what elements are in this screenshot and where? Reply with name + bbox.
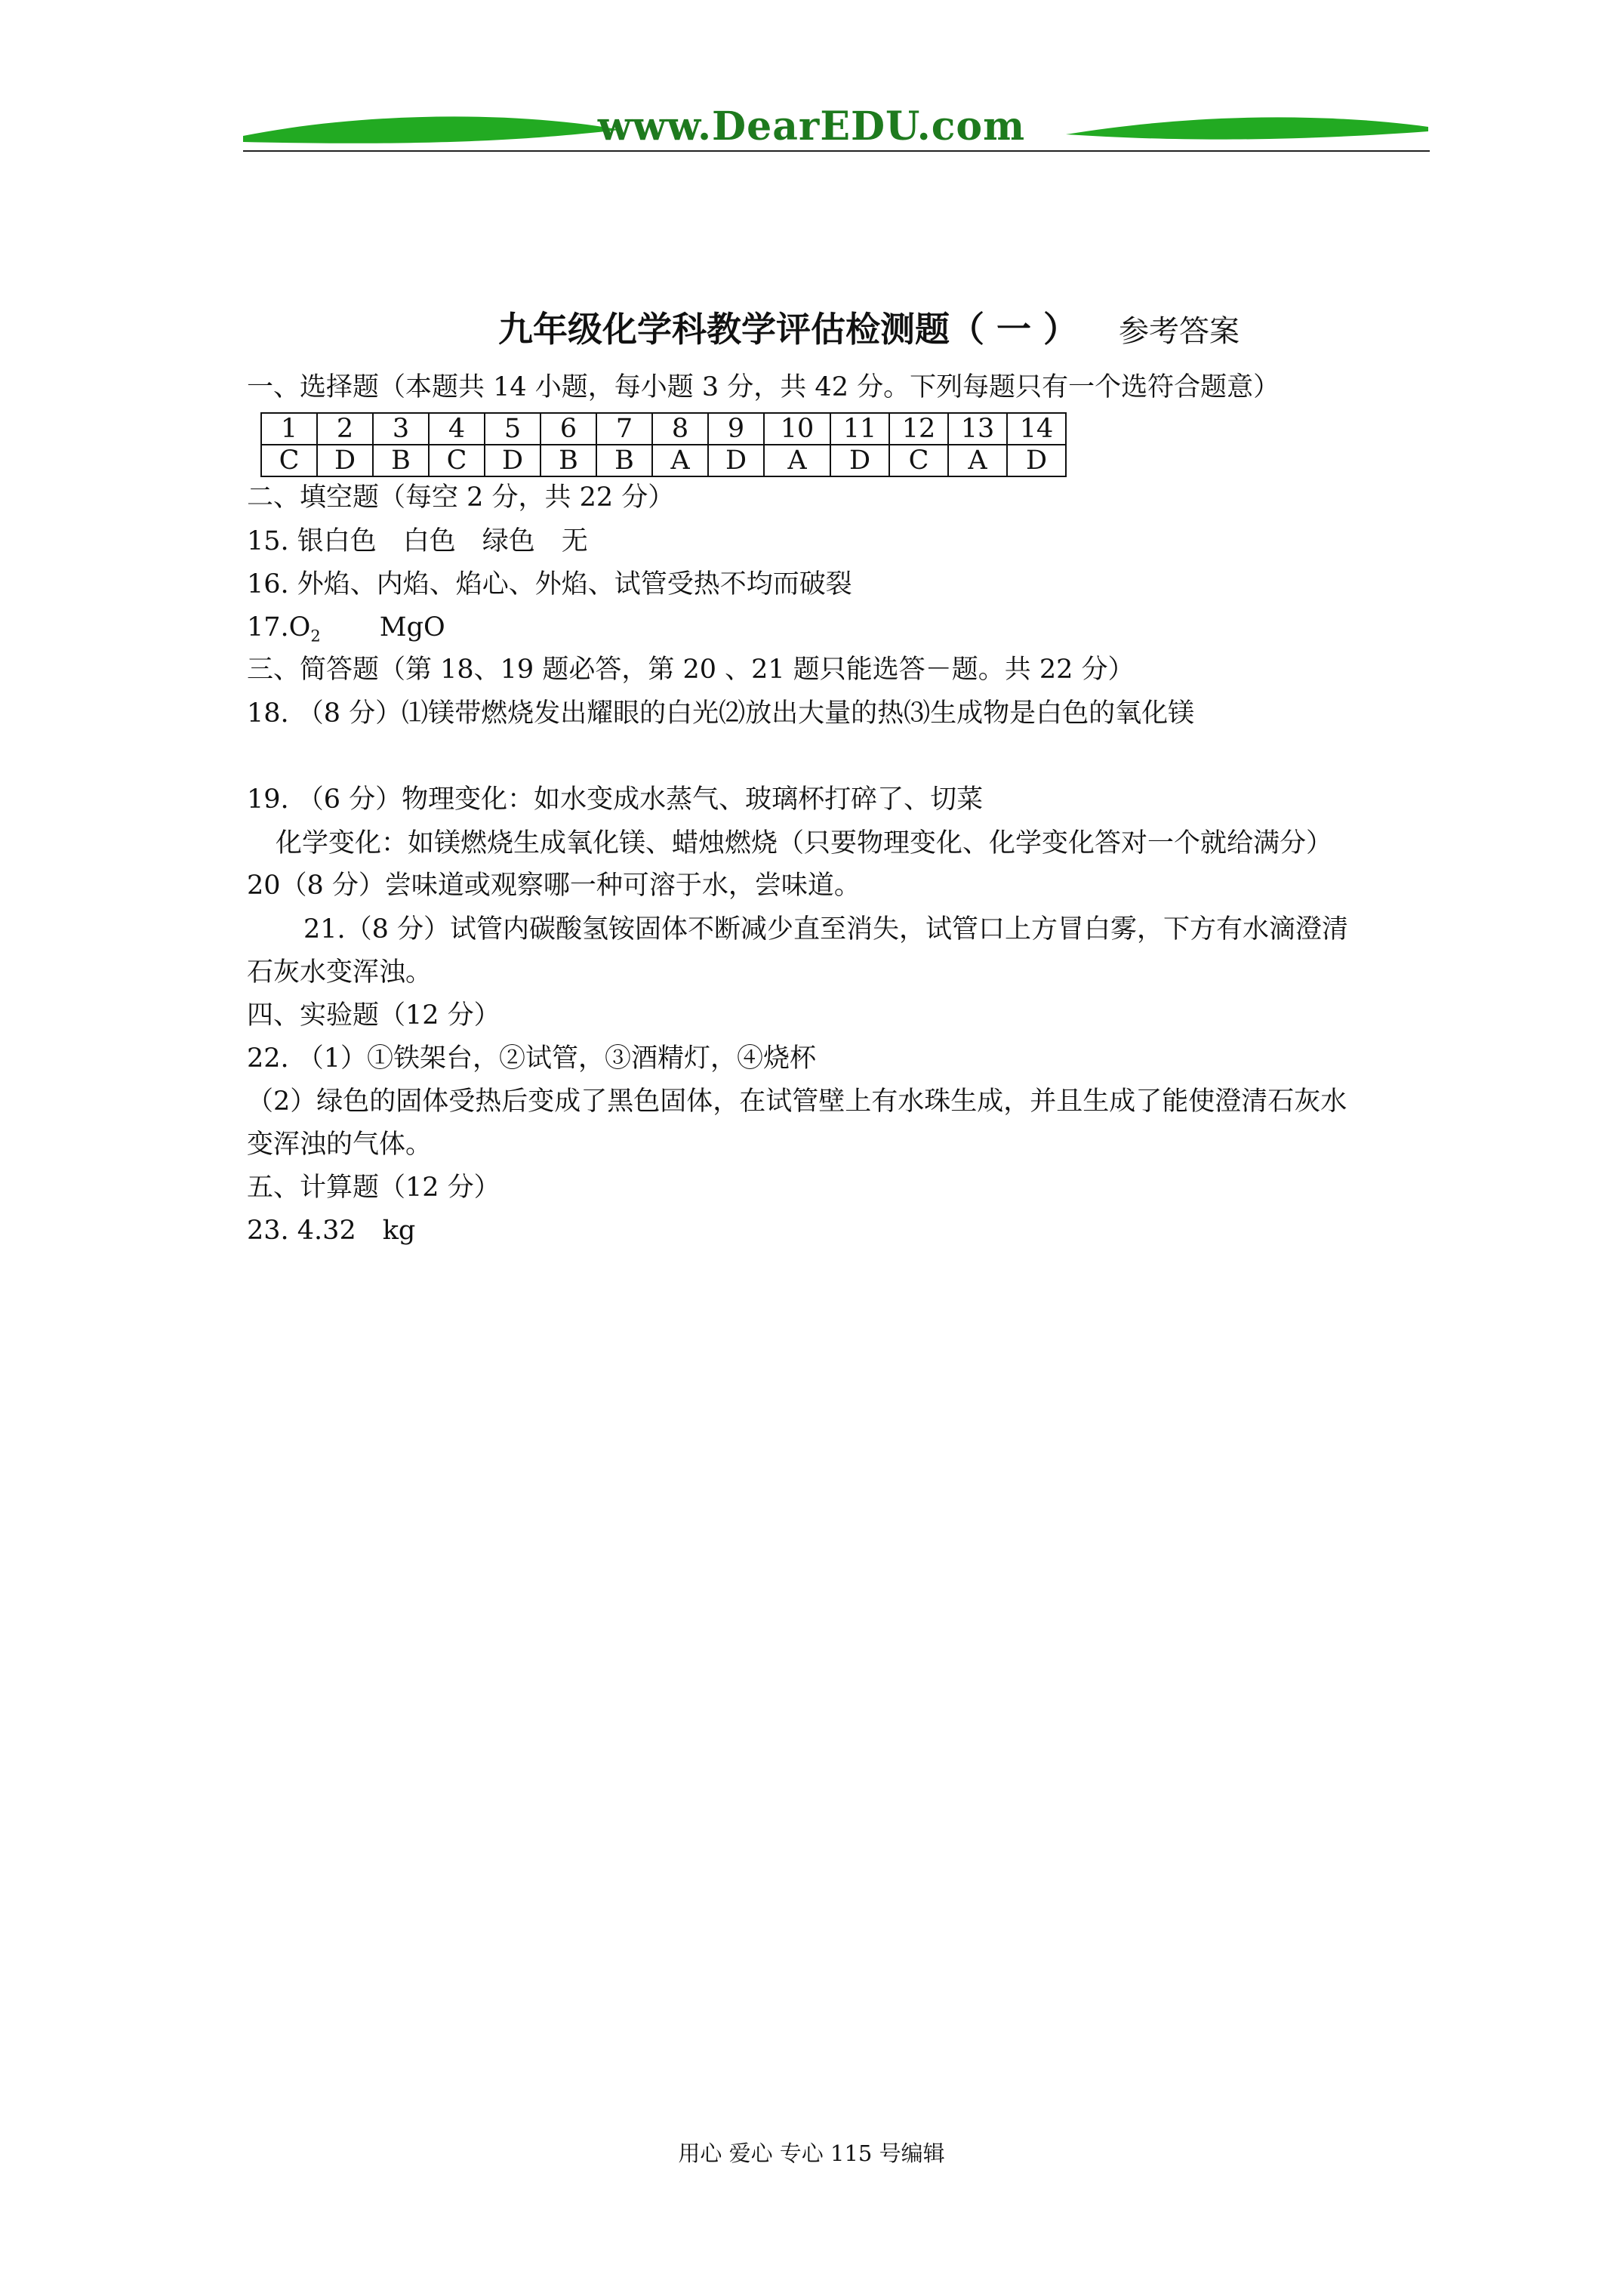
answer-q18: 18. （8 分）⑴镁带燃烧发出耀眼的白光⑵放出大量的热⑶生成物是白色的氧化镁 <box>247 698 1195 729</box>
table-cell-number: 14 <box>1007 413 1066 445</box>
answer-q17-mgo: MgO <box>379 612 445 643</box>
table-cell-answer: D <box>708 445 764 476</box>
answer-q22-part2-line1: （2）绿色的固体受热后变成了黑色固体，在试管壁上有水珠生成，并且生成了能使澄清石灰水 <box>247 1086 1347 1117</box>
site-logo-text: www.DearEDU.com <box>597 103 1026 149</box>
answer-q17-subscript: 2 <box>310 627 321 646</box>
table-cell-answer: D <box>317 445 373 476</box>
page-title <box>498 302 1240 352</box>
answer-table <box>260 412 1067 477</box>
table-cell-answer: A <box>764 445 830 476</box>
table-cell-answer: C <box>429 445 485 476</box>
answer-q23: 23. 4.32 kg <box>247 1216 416 1246</box>
section-heading-choice: 一、选择题（本题共 14 小题，每小题 3 分，共 42 分。下列每题只有一个选符合题意） <box>247 372 1280 402</box>
section-heading-calculation: 五、计算题（12 分） <box>247 1173 500 1203</box>
table-cell-number: 11 <box>830 413 889 445</box>
answer-q17-formula: 17.O <box>247 612 311 643</box>
table-cell-number: 8 <box>652 413 708 445</box>
table-cell-answer: D <box>485 445 540 476</box>
table-cell-number: 6 <box>540 413 596 445</box>
table-cell-number: 10 <box>764 413 830 445</box>
answer-q21-line2: 石灰水变浑浊。 <box>247 957 433 988</box>
table-cell-number: 12 <box>889 413 948 445</box>
title-suffix: 参考答案 <box>1119 314 1240 349</box>
answer-q21-line1: 21.（8 分）试管内碳酸氢铵固体不断减少直至消失，试管口上方冒白雾，下方有水滴澄清 <box>303 914 1349 945</box>
title-main: 九年级化学科教学评估检测题（ 一 ） <box>498 309 1079 350</box>
answer-q17 <box>247 612 445 646</box>
section-heading-experiment: 四、实验题（12 分） <box>247 1000 500 1031</box>
answer-q19: 19. （6 分）物理变化：如水变成水蒸气、玻璃杯打碎了、切菜 <box>247 784 984 815</box>
table-row-answers <box>261 445 1066 476</box>
table-cell-number: 13 <box>948 413 1007 445</box>
answer-q15: 15. 银白色 白色 绿色 无 <box>247 526 588 556</box>
table-cell-answer: B <box>540 445 596 476</box>
answer-q19-chemical: 化学变化：如镁燃烧生成氧化镁、蜡烛燃烧（只要物理变化、化学变化答对一个就给满分） <box>276 828 1333 858</box>
section-heading-short-answer: 三、简答题（第 18、19 题必答，第 20 、21 题只能选答－题。共 22 分） <box>247 655 1135 685</box>
table-cell-answer: A <box>948 445 1007 476</box>
page-footer: 用心 爱心 专心 115 号编辑 <box>678 2140 945 2166</box>
table-cell-number: 9 <box>708 413 764 445</box>
table-cell-answer: C <box>889 445 948 476</box>
table-cell-answer: B <box>596 445 652 476</box>
table-cell-answer: D <box>830 445 889 476</box>
table-cell-number: 5 <box>485 413 540 445</box>
answer-q22-part2-line2: 变浑浊的气体。 <box>247 1130 433 1160</box>
answer-q22-part1: 22. （1）①铁架台，②试管，③酒精灯，④烧杯 <box>247 1043 817 1074</box>
table-cell-number: 2 <box>317 413 373 445</box>
table-cell-number: 4 <box>429 413 485 445</box>
answer-q20: 20（8 分）尝味道或观察哪一种可溶于水，尝味道。 <box>247 871 861 901</box>
table-cell-number: 7 <box>596 413 652 445</box>
table-row-numbers <box>261 413 1066 445</box>
table-cell-answer: D <box>1007 445 1066 476</box>
table-cell-answer: A <box>652 445 708 476</box>
section-heading-fill: 二、填空题（每空 2 分，共 22 分） <box>247 482 675 513</box>
header-rule <box>243 150 1430 152</box>
table-cell-number: 1 <box>261 413 317 445</box>
table-cell-answer: C <box>261 445 317 476</box>
table-cell-number: 3 <box>373 413 429 445</box>
answer-q16: 16. 外焰、内焰、焰心、外焰、试管受热不均而破裂 <box>247 569 852 599</box>
table-cell-answer: B <box>373 445 429 476</box>
